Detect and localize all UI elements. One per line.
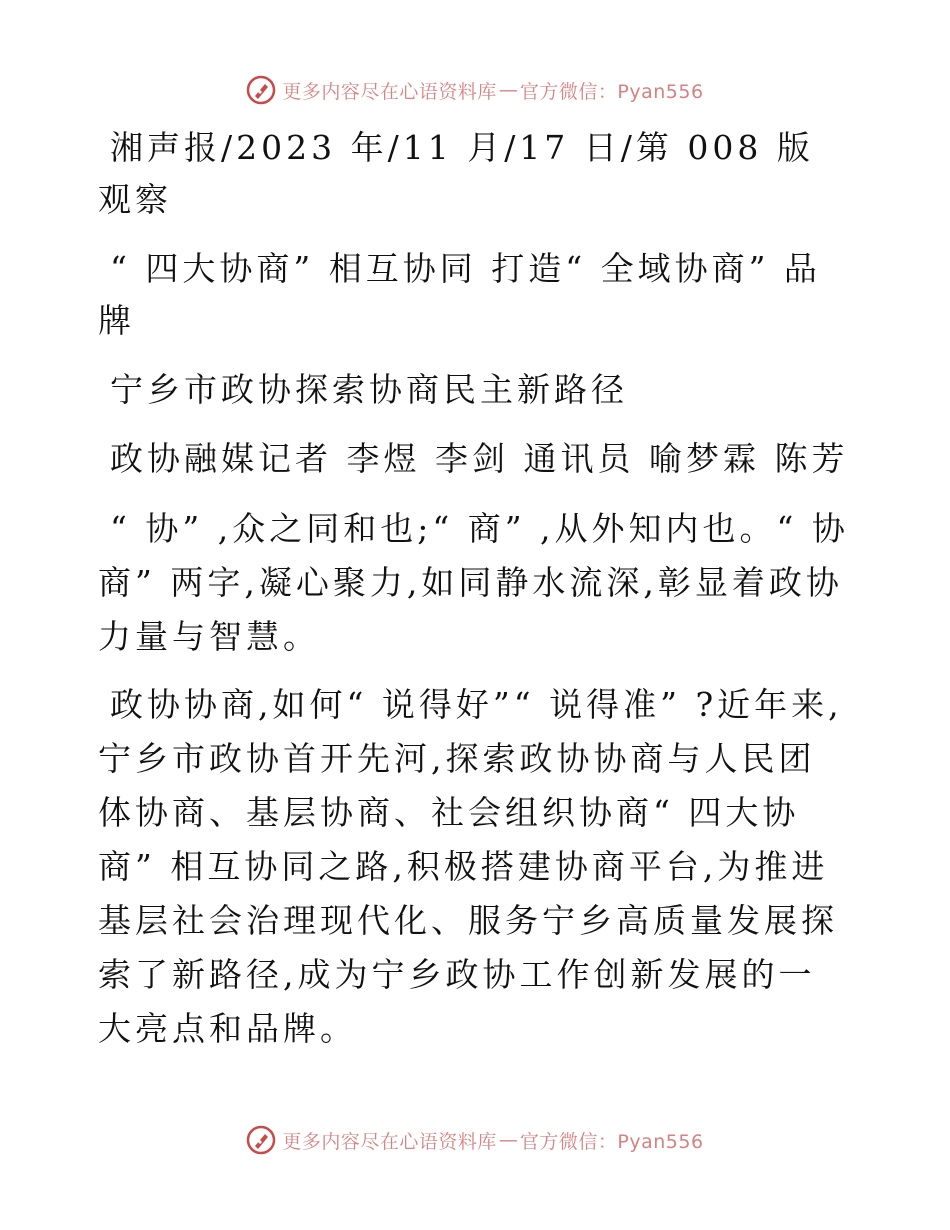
watermark-text: 更多内容尽在心语资料库	[282, 80, 497, 103]
watermark-separator: —	[498, 79, 518, 101]
watermark-footer	[0, 1120, 950, 1160]
byline: 政协融媒记者 李煜 李剑 通讯员 喻梦霖 陈芳	[110, 439, 849, 478]
headline: “ 四大协商” 相互协同 打造“ 全域协商” 品牌	[98, 249, 821, 340]
paragraph: 政协协商,如何“ 说得好”“ 说得准” ?近年来,宁乡市政协首开先河,探索政协协商与人民团体协商、基层协商、社会组织协商“ 四大协商” 相互协同之路,积极搭建协商平台,为推进基层社会治理现代化、服务宁乡高质量发展探索了新路径,成为宁乡政协工作创新发展的一大亮点和品牌。	[98, 685, 843, 1048]
watermark-separator: —	[498, 1129, 518, 1151]
article-body	[98, 122, 850, 1070]
watermark-wechat: 官方微信：Pyan556	[519, 80, 704, 103]
pen-nib-icon	[246, 75, 276, 105]
subheadline: 宁乡市政协探索协商民主新路径	[110, 370, 628, 409]
watermark-header	[0, 70, 950, 110]
watermark-text: 更多内容尽在心语资料库	[282, 1130, 497, 1153]
watermark-wechat: 官方微信：Pyan556	[519, 1130, 704, 1153]
dateline: 湘声报/2023 年/11 月/17 日/第 008 版观察	[98, 128, 814, 219]
pen-nib-icon	[246, 1125, 276, 1155]
paragraph: “ 协” ,众之同和也;“ 商” ,从外知内也。“ 协商” 两字,凝心聚力,如同静水流深,彰显着政协力量与智慧。	[98, 509, 849, 656]
